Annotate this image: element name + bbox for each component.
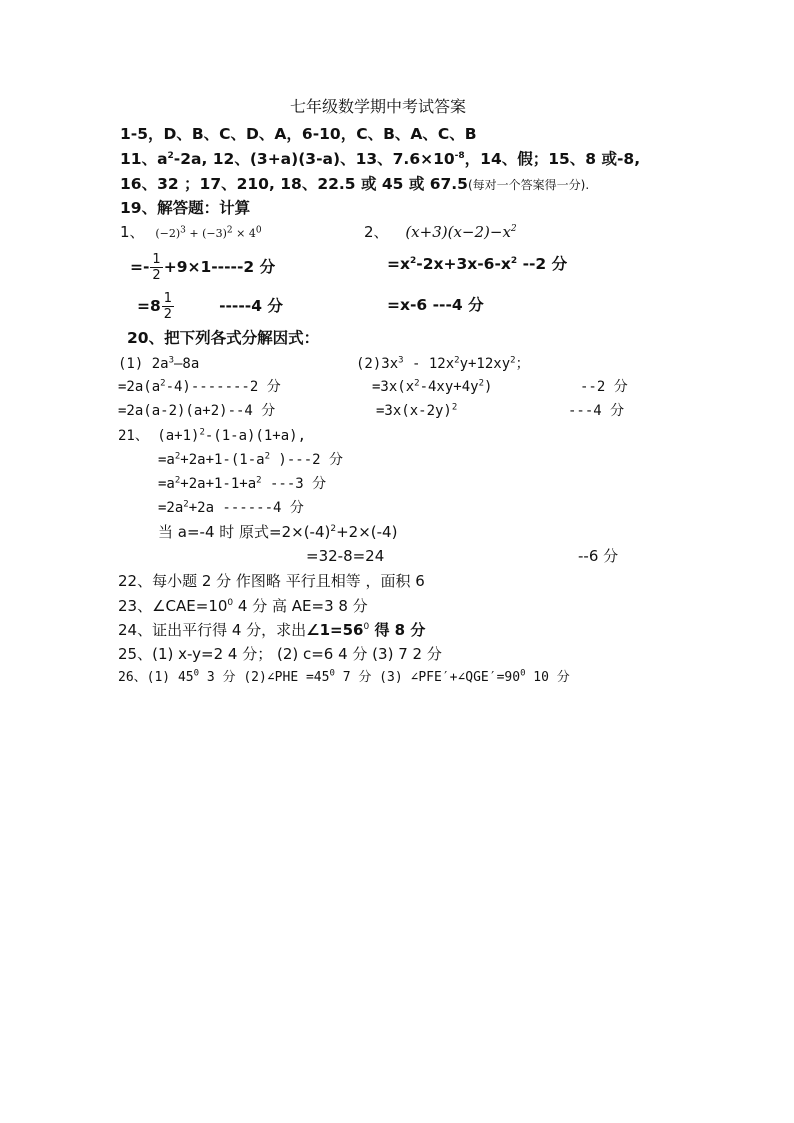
q21-step-5: =32-8=24 [306,547,385,565]
q20-step-2-left: =2a(a-2)(a+2)--4 分 [118,403,276,419]
q21-step-2: $=a^2+2a+1-1+a^2$ ---3 分 [158,475,327,492]
q21-step-1: $=a^2+2a+1-(1-a^2$ )---2 分 [158,451,344,468]
q24-answer: 24、证出平行得 4 分，求出$\angle 1=56^0$ 得 8 分 [118,621,426,639]
q26-answer: 26、(1) $45^0$ 3 分 (2)∠PHE $=45^0$ 7 分 (3) $\angle PFE'+\angle QGE'=90^0$ 10 分 [118,668,570,685]
q20-step-1-score: --2 分 [580,379,628,395]
q20-step-2-right: $=3x(x-2y)^2$ [376,402,458,419]
q19-heading: 19、解答题：计算 [120,199,251,217]
q21-step-5-score: --6 分 [578,547,619,565]
q19-step-1-left: =- $\frac{1}{2}$ +9×1-----2 分 [130,252,276,283]
q23-answer: 23、$\angle CAE=10^0$ 4 分 高 AE=3 8 分 [118,597,368,615]
q19-step-2-left: =8 $\frac{1}{2}$ -----4 分 [137,291,283,322]
fill-answers-line-1: 11、$a^2-2a$, 12、(3+a)(3-a)、13、$7.6\times 10^{-8}$，14、假；15、8 或-8, [120,150,641,168]
q20-step-1-left: $=2a(a^2-4)-------2$ 分 [118,378,281,395]
q25-answer: 25、(1) x-y=2 4 分； (2) c=6 4 分 (3) 7 2 分 [118,645,442,663]
q20-heading: 20、把下列各式分解因式： [127,329,320,347]
q19-step-2-right: =x-6 ---4 分 [387,296,484,314]
q20-step-1-right: $=3x(x^2-4xy+4y^2)$ [372,378,493,395]
fill-answers-line-2: 16、32 ；17、210, 18、22.5 或 45 或 67.5(每对一个答案得一分). [120,175,590,193]
q19-problem-2: 2、 $(x+3)(x-2)-x^2$ [364,223,517,241]
q21-step-3: $=2a^2+2a$ ------4 分 [158,499,304,516]
q21-problem: 21、 $(a+1)^2-(1-a)(1+a)$, [118,427,307,444]
q20-problem-1: (1) $2a^3—8a$ [118,355,200,372]
q22-answer: 22、每小题 2 分 作图略 平行且相等 ，面积 6 [118,572,425,590]
q19-step-1-right: $=x^2-2x+3x-6-x^2$ --2 分 [387,255,568,273]
q21-step-4: 当 a=-4 时 原式$=2\times(-4)^2+2\times(-4)$ [158,523,398,541]
q20-step-2-score: ---4 分 [568,403,625,419]
q19-problem-1: 1、 $(-2)^3 + (-3)^2 \times 4^0$ [120,223,262,241]
choice-answers: 1-5，D、B、C、D、A，6-10，C、B、A、C、B [120,125,477,143]
page-title: 七年级数学期中考试答案 [290,97,467,116]
q20-problem-2: $(2)3x^3 - 12x^2y+12xy^2$； [356,355,530,372]
